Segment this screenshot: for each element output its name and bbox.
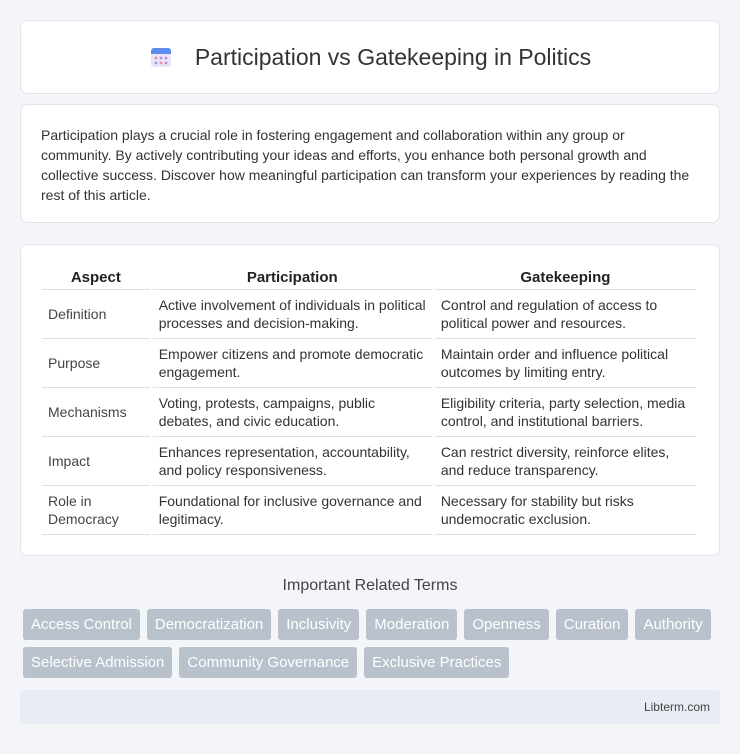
column-header-participation: Participation bbox=[153, 265, 432, 290]
related-term-tag[interactable]: Openness bbox=[464, 609, 548, 640]
table-cell-aspect: Role in Democracy bbox=[42, 486, 150, 535]
table-row bbox=[42, 388, 696, 437]
intro-text: Participation plays a crucial role in fostering engagement and collaboration within any group or community. By actively contributing your ideas and efforts, you enhance both personal growth and collective success. Discover how meaningful participation can transform your experiences by reading the rest of this article. bbox=[41, 127, 690, 203]
related-term-tag[interactable]: Community Governance bbox=[179, 647, 357, 678]
table-cell-participation: Foundational for inclusive governance and legitimacy. bbox=[153, 486, 432, 535]
related-term-tag[interactable]: Access Control bbox=[23, 609, 140, 640]
comparison-table bbox=[39, 265, 699, 535]
related-terms-title: Important Related Terms bbox=[282, 577, 458, 594]
related-term-tag[interactable]: Curation bbox=[556, 609, 629, 640]
column-header-gatekeeping: Gatekeeping bbox=[435, 265, 696, 290]
page-title: Participation vs Gatekeeping in Politics bbox=[194, 43, 592, 70]
title-card bbox=[20, 20, 720, 94]
footer-brand-link[interactable]: Libterm.com bbox=[643, 700, 710, 714]
table-row bbox=[42, 486, 696, 535]
table-row bbox=[42, 290, 696, 339]
table-cell-gatekeeping: Maintain order and influence political outcomes by limiting entry. bbox=[435, 339, 696, 388]
table-cell-participation: Active involvement of individuals in political processes and decision-making. bbox=[153, 290, 432, 339]
related-term-tag[interactable]: Moderation bbox=[366, 609, 457, 640]
related-terms-list bbox=[23, 609, 723, 678]
table-cell-aspect: Mechanisms bbox=[42, 388, 150, 437]
table-cell-aspect: Impact bbox=[42, 437, 150, 486]
table-row bbox=[42, 437, 696, 486]
related-term-tag[interactable]: Selective Admission bbox=[23, 647, 172, 678]
related-term-tag[interactable]: Exclusive Practices bbox=[364, 647, 509, 678]
table-cell-aspect: Purpose bbox=[42, 339, 150, 388]
comparison-table-card bbox=[20, 244, 720, 556]
table-cell-aspect: Definition bbox=[42, 290, 150, 339]
related-term-tag[interactable]: Authority bbox=[635, 609, 710, 640]
related-term-tag[interactable]: Inclusivity bbox=[278, 609, 359, 640]
table-cell-gatekeeping: Control and regulation of access to political power and resources. bbox=[435, 290, 696, 339]
table-cell-participation: Enhances representation, accountability, and policy responsiveness. bbox=[153, 437, 432, 486]
intro-card bbox=[20, 104, 720, 223]
table-cell-gatekeeping: Eligibility criteria, party selection, media control, and institutional barriers. bbox=[435, 388, 696, 437]
table-cell-gatekeeping: Can restrict diversity, reinforce elites, and reduce transparency. bbox=[435, 437, 696, 486]
calendar-icon bbox=[149, 45, 173, 69]
column-header-aspect: Aspect bbox=[42, 265, 150, 290]
table-row bbox=[42, 339, 696, 388]
related-term-tag[interactable]: Democratization bbox=[147, 609, 271, 640]
table-cell-participation: Voting, protests, campaigns, public debates, and civic education. bbox=[153, 388, 432, 437]
table-header-row bbox=[42, 265, 696, 290]
footer bbox=[20, 690, 720, 724]
table-cell-participation: Empower citizens and promote democratic engagement. bbox=[153, 339, 432, 388]
table-cell-gatekeeping: Necessary for stability but risks undemocratic exclusion. bbox=[435, 486, 696, 535]
